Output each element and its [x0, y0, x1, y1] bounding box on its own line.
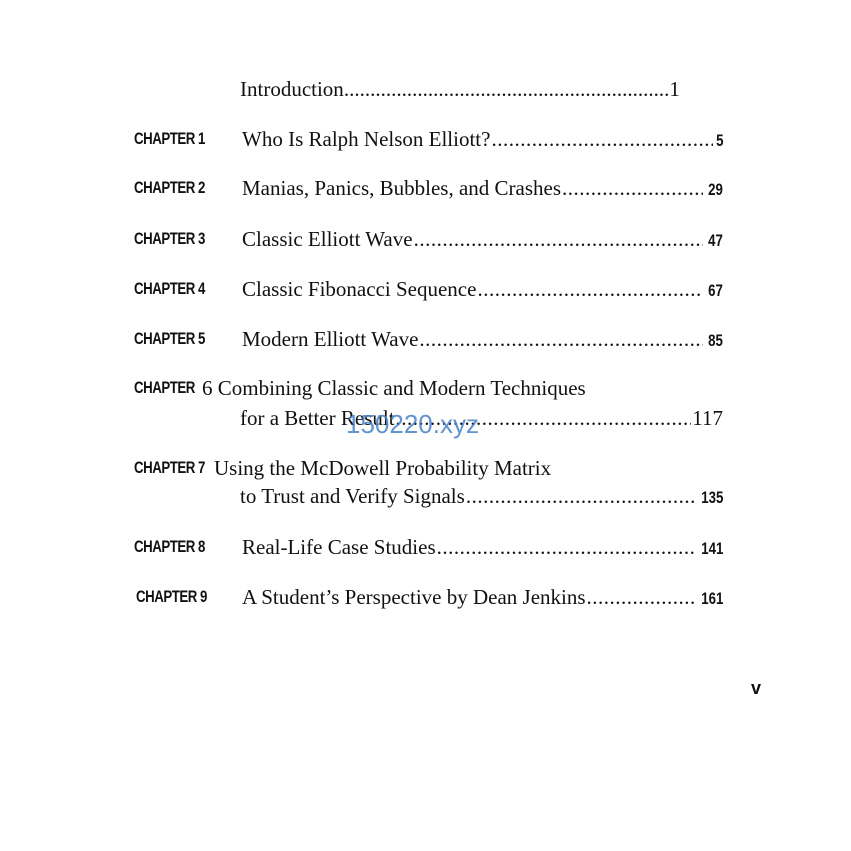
chapter-title: Who Is Ralph Nelson Elliott?: [242, 127, 491, 151]
toc-entry-chapter-2: [0, 175, 851, 205]
toc-entry-chapter-1: [0, 126, 851, 156]
intro-entry: [240, 74, 722, 96]
chapter-title: A Student’s Perspective by Dean Jenkins: [242, 585, 586, 609]
dot-leader: [466, 483, 694, 509]
intro-dot-leader: ..............................................................: [343, 77, 670, 96]
dot-leader: [419, 326, 703, 352]
chapter-label: CHAPTER 3: [134, 229, 205, 248]
chapter-title-line2: for a Better Result: [240, 406, 395, 430]
chapter-label: CHAPTER 2: [134, 178, 205, 197]
dot-leader: [587, 584, 694, 610]
toc-entry-chapter-7: [0, 455, 851, 515]
chapter-title-line1: Using the McDowell Probability Matrix: [214, 456, 552, 480]
chapter-number: 6: [202, 376, 213, 400]
chapter-title-line2: to Trust and Verify Signals: [240, 484, 465, 508]
chapter-page: 135: [700, 488, 723, 507]
chapter-title-line1: Combining Classic and Modern Techniques: [217, 376, 586, 400]
chapter-title: Classic Fibonacci Sequence: [242, 277, 477, 301]
toc-entry-chapter-8: [0, 534, 851, 564]
chapter-label: CHAPTER 1: [134, 129, 205, 148]
toc-entry-chapter-5: [0, 326, 851, 356]
chapter-title: Modern Elliott Wave: [242, 327, 419, 351]
chapter-page: 117: [692, 406, 723, 430]
watermark: 150220.xyz: [346, 409, 479, 439]
chapter-label: CHAPTER 8: [134, 537, 205, 556]
chapter-page: 5: [715, 131, 723, 150]
toc-entry-chapter-3: [0, 226, 851, 256]
page-number: v: [751, 678, 762, 698]
chapter-page: 67: [708, 281, 723, 300]
chapter-page: 141: [700, 539, 723, 558]
chapter-title: Real-Life Case Studies: [242, 535, 436, 559]
chapter-label: CHAPTER: [134, 378, 195, 397]
toc-entry-chapter-4: [0, 276, 851, 306]
dot-leader: [562, 175, 703, 201]
intro-title: Introduction: [240, 77, 344, 96]
dot-leader: [414, 226, 704, 252]
dot-leader: [491, 126, 712, 152]
chapter-page: 161: [700, 589, 723, 608]
chapter-label: CHAPTER 4: [134, 279, 205, 298]
chapter-label: CHAPTER 9: [136, 587, 207, 606]
chapter-label: CHAPTER 5: [134, 329, 205, 348]
dot-leader: [477, 276, 703, 302]
toc-entry-chapter-9: [0, 584, 851, 614]
dot-leader: [437, 534, 694, 560]
intro-page: 1: [669, 77, 680, 96]
chapter-page: 85: [708, 331, 723, 350]
chapter-title: Classic Elliott Wave: [242, 227, 413, 251]
chapter-page: 47: [708, 231, 723, 250]
chapter-title: Manias, Panics, Bubbles, and Crashes: [242, 176, 562, 200]
chapter-page: 29: [708, 180, 723, 199]
chapter-label: CHAPTER 7: [134, 458, 205, 477]
